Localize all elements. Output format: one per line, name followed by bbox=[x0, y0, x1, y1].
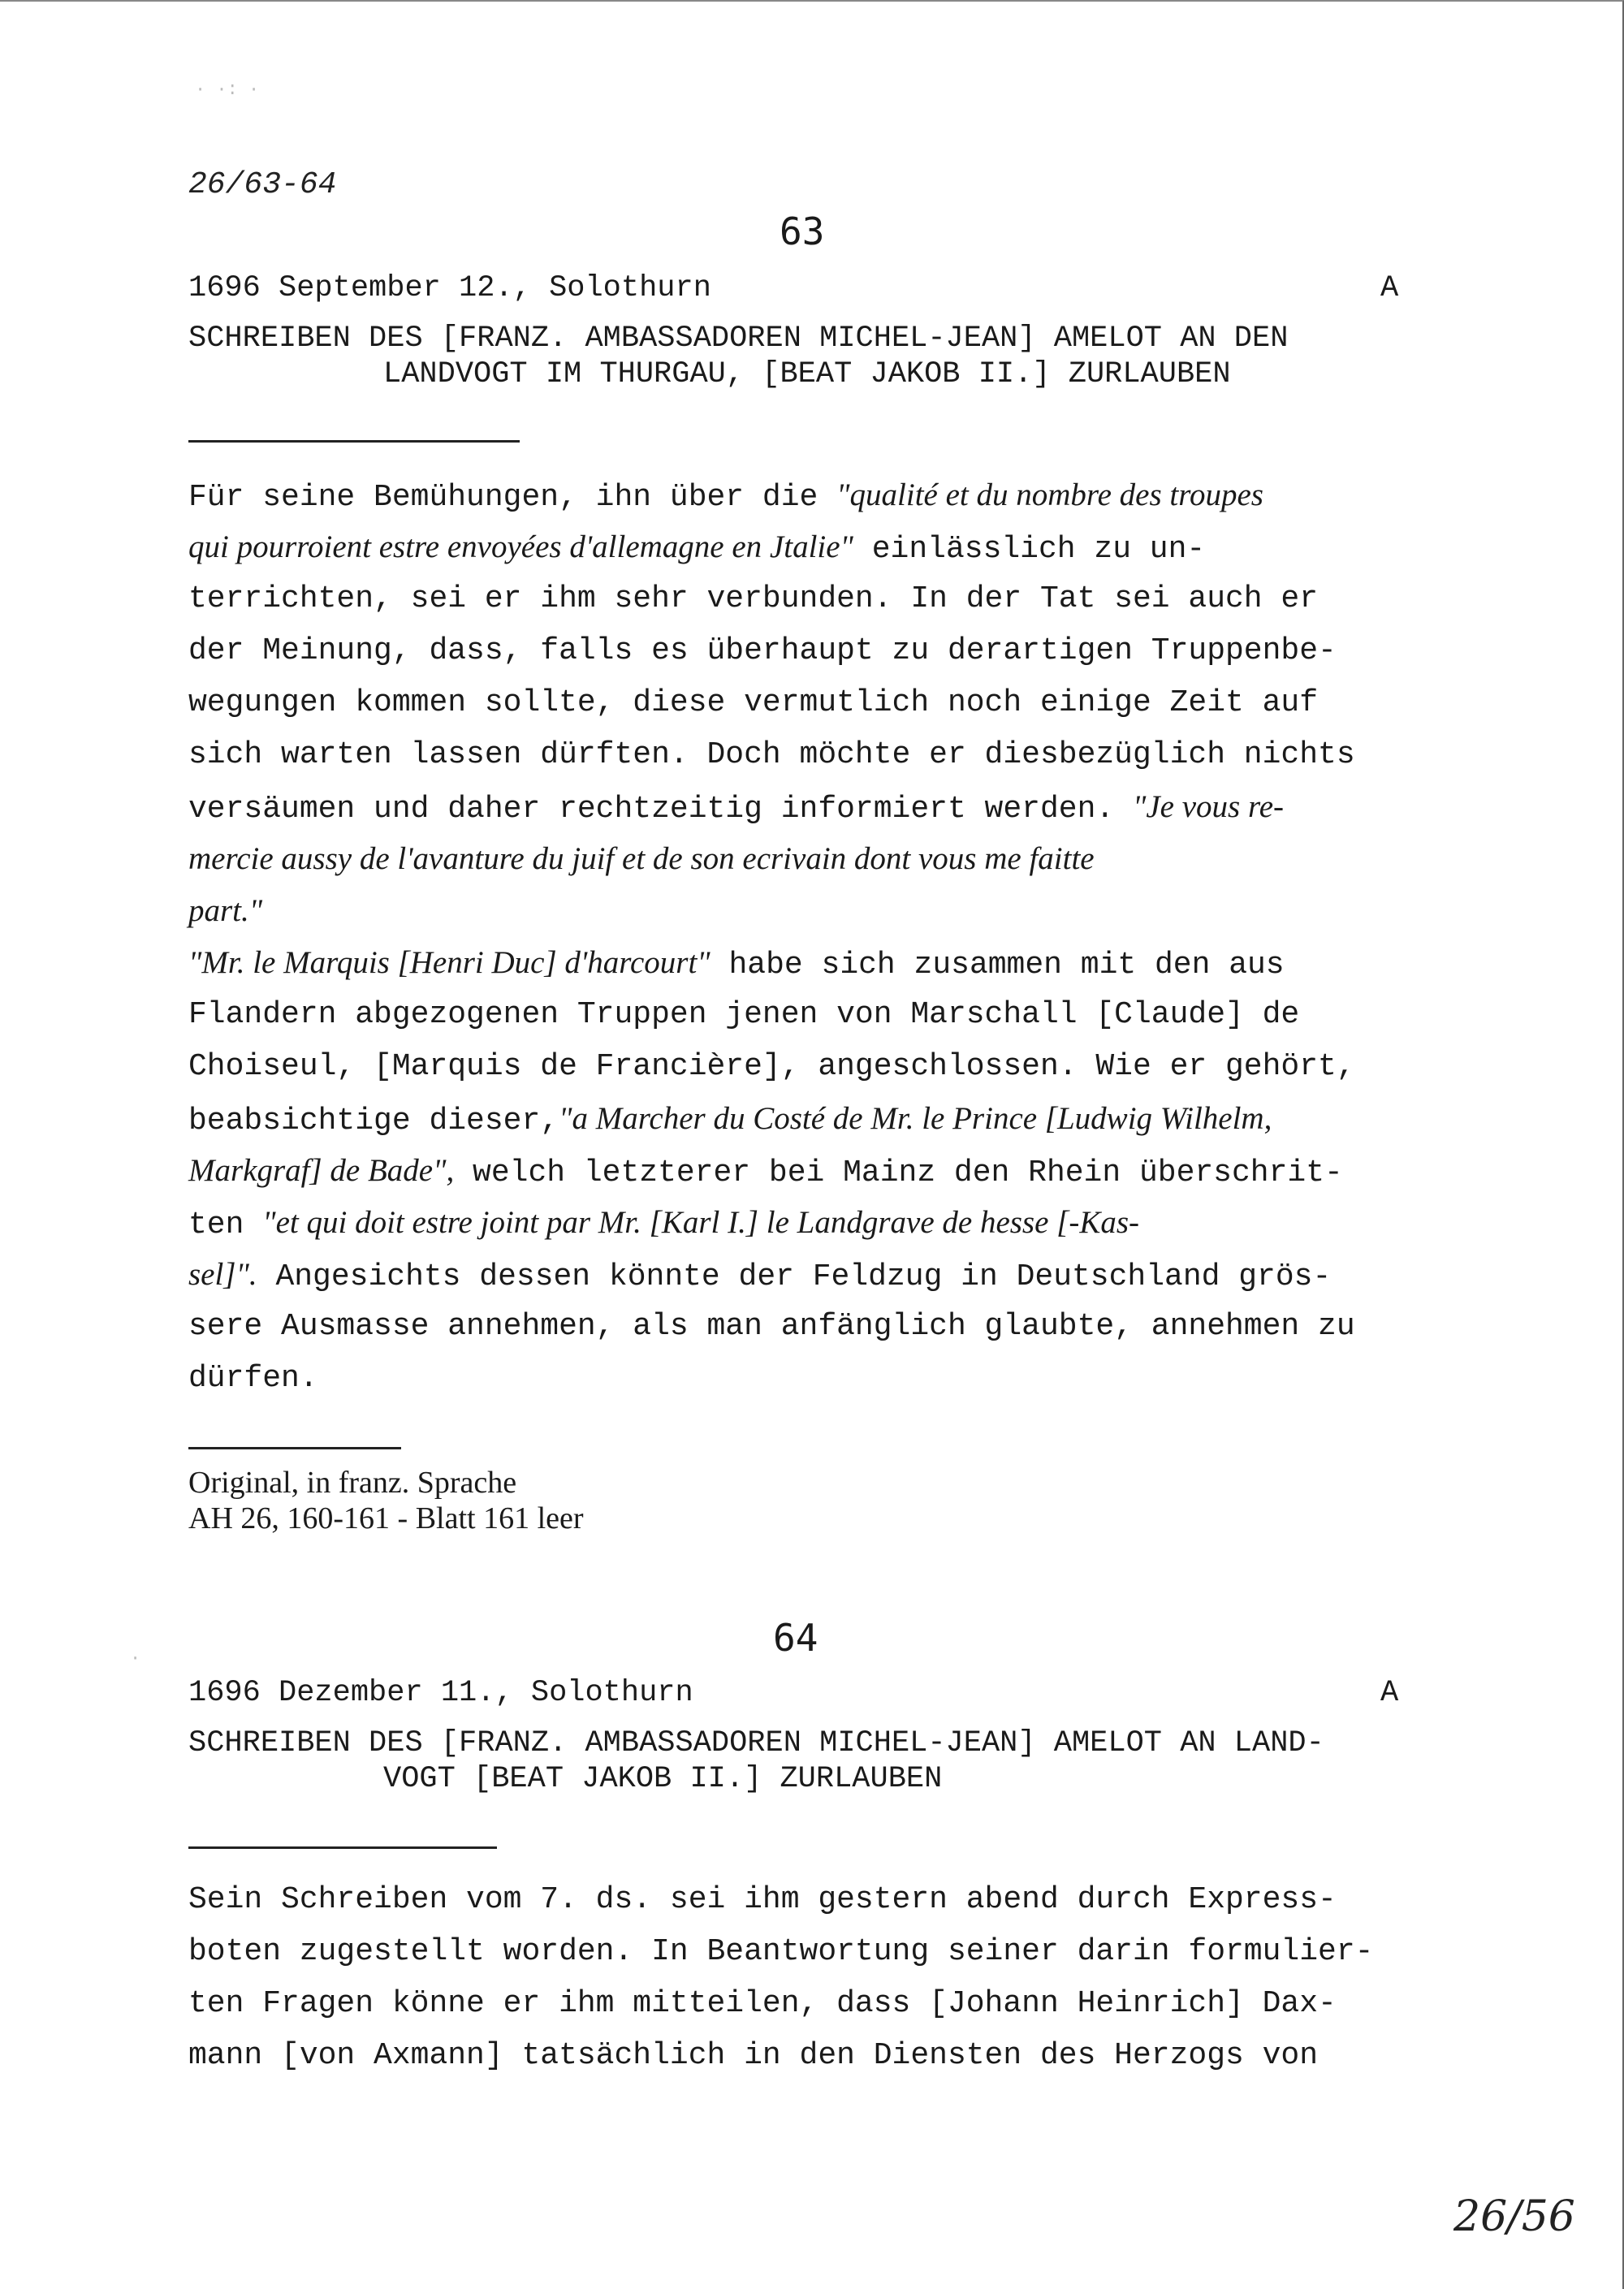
text-line: part." bbox=[188, 893, 263, 928]
french-quote: qui pourroient estre envoyées d'allemagne en Jtalie" bbox=[188, 529, 853, 564]
document-number: 64 bbox=[773, 1616, 818, 1660]
text-line bbox=[188, 1145, 1343, 1199]
document-heading-line: SCHREIBEN DES [FRANZ. AMBASSADOREN MICHEL-JEAN] AMELOT AN DEN bbox=[188, 322, 1289, 356]
scan-speck: · bbox=[130, 1648, 141, 1669]
text-line bbox=[188, 521, 1205, 576]
text-run: habe sich zusammen mit den aus bbox=[710, 948, 1285, 983]
text-line bbox=[188, 781, 1284, 836]
text-line: ten Fragen könne er ihm mitteilen, dass [Johann Heinrich] Dax- bbox=[188, 1986, 1337, 2021]
heading-separator bbox=[188, 1846, 497, 1849]
text-line: der Meinung, dass, falls es überhaupt zu derartigen Truppenbe- bbox=[188, 633, 1337, 668]
text-line: terrichten, sei er ihm sehr verbunden. In der Tat sei auch er bbox=[188, 581, 1319, 616]
text-line: mercie aussy de l'avanture du juif et de son ecrivain dont vous me faitte bbox=[188, 841, 1095, 876]
text-run: ten bbox=[188, 1207, 263, 1242]
document-heading-line: SCHREIBEN DES [FRANZ. AMBASSADOREN MICHEL-JEAN] AMELOT AN LAND- bbox=[188, 1726, 1324, 1760]
document-date-place: 1696 Dezember 11., Solothurn bbox=[188, 1676, 693, 1710]
document-heading-line: LANDVOGT IM THURGAU, [BEAT JAKOB II.] ZURLAUBEN bbox=[383, 357, 1231, 391]
document-heading-line: VOGT [BEAT JAKOB II.] ZURLAUBEN bbox=[383, 1762, 943, 1796]
french-quote: "Mr. le Marquis [Henri Duc] d'harcourt" bbox=[188, 945, 710, 980]
text-line: wegungen kommen sollte, diese vermutlich noch einige Zeit auf bbox=[188, 685, 1319, 720]
heading-separator bbox=[188, 440, 520, 443]
file-reference: 26/63-64 bbox=[188, 167, 337, 202]
text-run: Angesichts dessen könnte der Feldzug in Deutschland grös- bbox=[257, 1259, 1332, 1294]
text-line bbox=[188, 1093, 1272, 1147]
text-line: mann [von Axmann] tatsächlich in den Diensten des Herzogs von bbox=[188, 2038, 1319, 2073]
source-note: AH 26, 160-161 - Blatt 161 leer bbox=[188, 1501, 584, 1535]
text-line: boten zugestellt worden. In Beantwortung seiner darin formulier- bbox=[188, 1934, 1374, 1969]
text-run: versäumen und daher rechtzeitig informiert werden. bbox=[188, 792, 1133, 827]
text-line: sich warten lassen dürften. Doch möchte er diesbezüglich nichts bbox=[188, 737, 1355, 772]
text-line bbox=[188, 1249, 1331, 1303]
document-mark: A bbox=[1380, 1676, 1399, 1710]
text-line bbox=[188, 469, 1263, 524]
scan-speck: · ·: · bbox=[195, 80, 260, 100]
text-run: beabsichtige dieser, bbox=[188, 1103, 559, 1138]
french-quote: "et qui doit estre joint par Mr. [Karl I.] le Landgrave de hesse [-Kas- bbox=[262, 1205, 1140, 1240]
text-line: sere Ausmasse annehmen, als man anfänglich glaubte, annehmen zu bbox=[188, 1309, 1355, 1344]
french-quote: "a Marcher du Costé de Mr. le Prince [Ludwig Wilhelm, bbox=[559, 1101, 1272, 1136]
document-date-place: 1696 September 12., Solothurn bbox=[188, 271, 711, 305]
document-number: 63 bbox=[780, 209, 825, 253]
notes-separator bbox=[188, 1447, 401, 1449]
text-line: Choiseul, [Marquis de Francière], angeschlossen. Wie er gehört, bbox=[188, 1049, 1355, 1084]
text-line bbox=[188, 1197, 1139, 1251]
french-quote: Markgraf] de Bade", bbox=[188, 1153, 455, 1188]
handwritten-page-number: 26/56 bbox=[1453, 2192, 1575, 2241]
text-run: einlässlich zu un- bbox=[853, 532, 1206, 567]
french-quote: "Je vous re- bbox=[1133, 789, 1285, 824]
french-quote: sel]". bbox=[188, 1257, 257, 1292]
text-line: Sein Schreiben vom 7. ds. sei ihm gestern abend durch Express- bbox=[188, 1882, 1337, 1917]
document-mark: A bbox=[1380, 271, 1399, 305]
text-line: dürfen. bbox=[188, 1361, 318, 1396]
text-run: welch letzterer bei Mainz den Rhein überschrit- bbox=[454, 1155, 1343, 1190]
text-run: Für seine Bemühungen, ihn über die bbox=[188, 480, 837, 515]
text-line: Flandern abgezogenen Truppen jenen von Marschall [Claude] de bbox=[188, 997, 1300, 1032]
text-line bbox=[188, 937, 1285, 991]
french-quote: "qualité et du nombre des troupes bbox=[836, 477, 1263, 512]
source-note: Original, in franz. Sprache bbox=[188, 1466, 517, 1500]
